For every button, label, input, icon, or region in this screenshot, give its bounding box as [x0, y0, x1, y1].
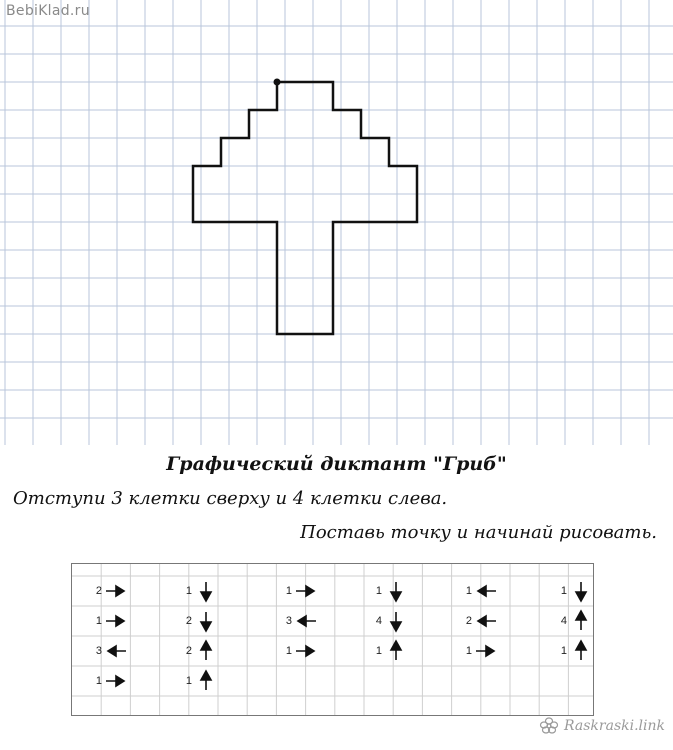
step-count: 2 [185, 615, 192, 627]
arrow-up-icon [567, 636, 594, 666]
watermark-bebiklad: BebiKlad.ru [6, 3, 90, 19]
step-count: 2 [465, 615, 472, 627]
arrow-up-icon [192, 636, 220, 666]
dictation-step [72, 606, 130, 636]
step-count: 1 [185, 675, 192, 687]
arrow-right-icon [472, 636, 500, 666]
step-count: 4 [375, 615, 382, 627]
step-count: 1 [185, 585, 192, 597]
arrow-down-icon [567, 576, 594, 606]
dictation-step [537, 606, 594, 636]
step-count: 1 [285, 585, 292, 597]
arrow-up-icon [567, 606, 594, 636]
dictation-step [162, 636, 220, 666]
start-point [274, 79, 281, 86]
step-count: 3 [95, 645, 102, 657]
dictation-step [262, 606, 320, 636]
arrow-left-icon [472, 576, 500, 606]
step-count: 2 [185, 645, 192, 657]
dictation-step [72, 576, 130, 606]
dictation-step [72, 636, 130, 666]
arrow-down-icon [192, 576, 220, 606]
arrow-right-icon [292, 576, 320, 606]
arrow-down-icon [192, 606, 220, 636]
table-grid-lines [72, 564, 594, 716]
step-count: 3 [285, 615, 292, 627]
dictation-step [352, 576, 410, 606]
arrow-down-icon [382, 576, 410, 606]
arrow-left-icon [472, 606, 500, 636]
dictation-step [352, 636, 410, 666]
dictation-table [71, 563, 594, 716]
flower-icon [538, 717, 560, 735]
arrow-right-icon [102, 666, 130, 696]
arrow-up-icon [382, 636, 410, 666]
dictation-step [442, 636, 500, 666]
step-count: 1 [465, 645, 472, 657]
dictation-step [442, 576, 500, 606]
instruction-start: Поставь точку и начинай рисовать. [300, 522, 657, 543]
arrow-right-icon [102, 606, 130, 636]
step-count: 1 [560, 585, 567, 597]
step-count: 2 [95, 585, 102, 597]
step-count: 4 [560, 615, 567, 627]
step-count: 1 [375, 585, 382, 597]
dictation-step [537, 636, 594, 666]
step-count: 1 [465, 585, 472, 597]
watermark-raskraski-text: Raskraski.link [564, 718, 665, 734]
step-count: 1 [285, 645, 292, 657]
mushroom-drawing [193, 82, 417, 334]
instruction-indent: Отступи 3 клетки сверху и 4 клетки слева. [13, 488, 448, 509]
dictation-step [352, 606, 410, 636]
arrow-right-icon [292, 636, 320, 666]
dictation-step [162, 576, 220, 606]
arrow-left-icon [292, 606, 320, 636]
step-count: 1 [95, 615, 102, 627]
step-count: 1 [95, 675, 102, 687]
dictation-step [262, 636, 320, 666]
arrow-left-icon [102, 636, 130, 666]
watermark-raskraski [538, 717, 665, 735]
dictation-step [537, 576, 594, 606]
arrow-right-icon [102, 576, 130, 606]
dictation-title: Графический диктант "Гриб" [166, 453, 507, 475]
step-count: 1 [560, 645, 567, 657]
dictation-step [72, 666, 130, 696]
dictation-step [162, 606, 220, 636]
dictation-step [262, 576, 320, 606]
dictation-step [442, 606, 500, 636]
arrow-up-icon [192, 666, 220, 696]
step-count: 1 [375, 645, 382, 657]
dictation-step [162, 666, 220, 696]
arrow-down-icon [382, 606, 410, 636]
